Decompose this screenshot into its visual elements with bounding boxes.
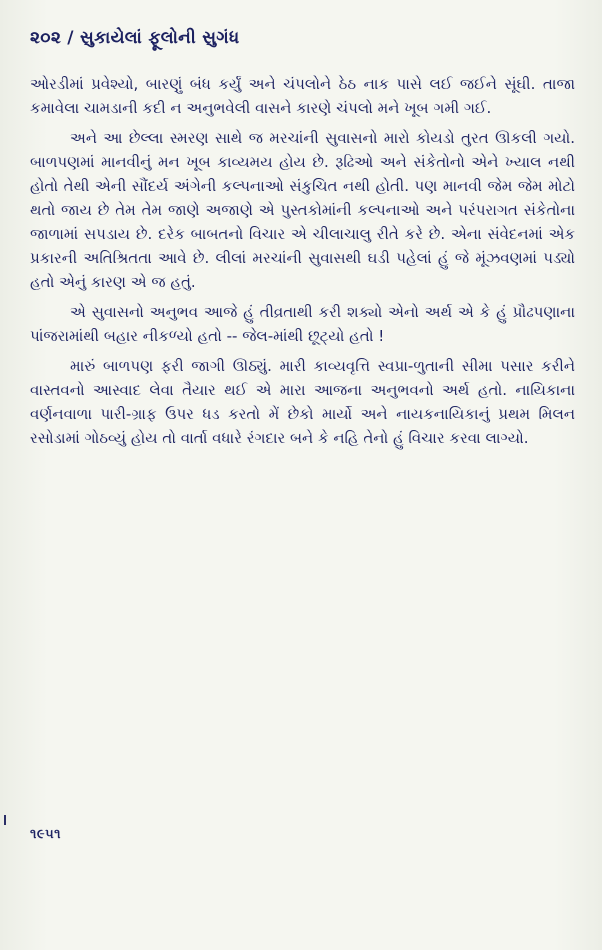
paragraph-4: મારું બાળપણ ફરી જાગી ઊઠ્યું. મારી કાવ્યવૃત્તિ સ્વપ્રા-ળુતાની સીમા પસાર કરીને વાસ્તવનો આસ્વાદ લેવા તૈયાર થઈ એ મારા આજના અનુભવનો અર્થ હતો. નાયિકાના વર્ણનવાળા પારી-ગ્રાફ ઉપર ધડ કરતો મેં છેકો માર્યો અને નાયકનાયિકાનું પ્રથમ મિલન રસોડામાં ગોઠવ્યું હોય તો વાર્તા વધારે રંગદાર બને કે નહિ તેનો હું વિચાર કરવા લાગ્યો. [30, 357, 575, 447]
paragraph-1: ઓરડીમાં પ્રવેશ્યો, બારણું બંધ કર્યું અને ચંપલોને ઠેઠ નાક પાસે લઈ જઈને સૂંઘી. તાજા કમાવેલા ચામડાની કદી ન અનુભવેલી વાસને કારણે ચંપલો મને ખૂબ ગમી ગઈ. [30, 75, 575, 117]
margin-mark [4, 815, 6, 825]
body-text [30, 72, 575, 450]
folio-mark: ૧૯૫૧ [30, 827, 61, 842]
running-head: ૨૦૨ / સુકાયેલાં ફૂલોની સુગંધ [30, 28, 240, 48]
paragraph-3: એ સુવાસનો અનુભવ આજે હું તીવ્રતાથી કરી શક્યો એનો અર્થ એ કે હું પ્રૌઢપણાના પાંજરામાંથી બહાર નીકળ્યો હતો -- જેલ-માંથી છૂટ્યો હતો ! [30, 303, 575, 345]
paragraph-2: અને આ છેલ્લા સ્મરણ સાથે જ મરચાંની સુવાસનો મારો કોયડો તુરત ઊકલી ગયો. બાળપણમાં માનવીનું મન ખૂબ કાવ્યમય હોય છે. રૂઢિઓ અને સંકેતોનો એને ખ્યાલ નથી હોતો તેથી એની સૌંદર્ય અંગેની કલ્પનાઓ સંકુચિત નથી હોતી. પણ માનવી જેમ જેમ મોટો થતો જાય છે તેમ તેમ જાણે અજાણે એ પુસ્તકોમાંની કલ્પનાઓ અને પરંપરાગત સંકેતોના જાળામાં સપડાય છે. દરેક બાબતનો વિચાર એ ચીલાચાલુ રીતે કરે છે. એના સંવેદનમાં એક પ્રકારની અતિશ્રિતતા આવે છે. લીલાં મરચાંની સુવાસથી ઘડી પહેલાં હું જે મૂંઝવણમાં પડ્યો હતો એનું કારણ એ જ હતું. [30, 129, 575, 291]
